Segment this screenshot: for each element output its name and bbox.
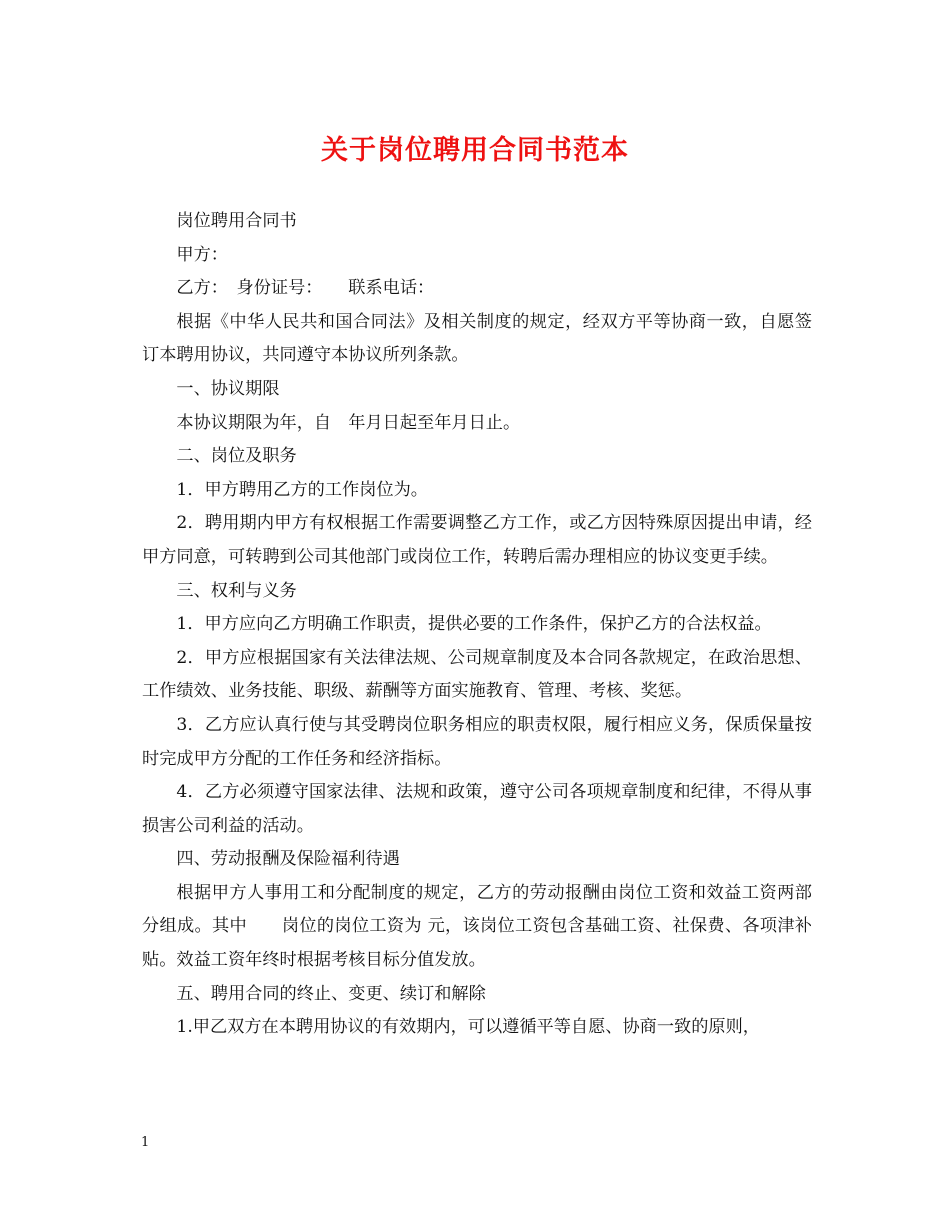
paragraph: 1．甲方聘用乙方的工作岗位为。 — [176, 479, 428, 500]
paragraph: 2．甲方应根据国家有关法律法规、公司规章制度及本合同各款规定，在政治思想、工作绩效、业务技能、职级、薪酬等方面实施教育、管理、考核、奖惩。 — [142, 647, 812, 702]
page-number: 1 — [141, 1135, 150, 1150]
paragraph-party-b: 乙方： 身份证号： 联系电话： — [176, 278, 435, 299]
paragraph: 根据甲方人事用工和分配制度的规定，乙方的劳动报酬由岗位工资和效益工资两部分组成。其中 岗位的岗位工资为 元，该岗位工资包含基础工资、社保费、各项津补贴。效益工资年终时根据考核目标分值发放。 — [142, 882, 812, 971]
paragraph-preamble: 根据《中华人民共和国合同法》及相关制度的规定，经双方平等协商一致，自愿签订本聘用协议，共同遵守本协议所列条款。 — [142, 311, 812, 366]
page-title: 关于岗位聘用合同书范本 — [321, 135, 629, 166]
paragraph-heading: 岗位聘用合同书 — [176, 211, 297, 231]
paragraph: 2．聘用期内甲方有权根据工作需要调整乙方工作，或乙方因特殊原因提出申请，经甲方同意，可转聘到公司其他部门或岗位工作，转聘后需办理相应的协议变更手续。 — [142, 513, 812, 567]
section-heading-5: 五、聘用合同的终止、变更、续订和解除 — [176, 983, 486, 1004]
document-body — [142, 205, 812, 1045]
section-heading-3: 三、权利与义务 — [176, 580, 297, 601]
section-heading-2: 二、岗位及职务 — [176, 446, 297, 467]
paragraph-party-a: 甲方： — [176, 244, 228, 265]
paragraph: 4．乙方必须遵守国家法律、法规和政策，遵守公司各项规章制度和纪律，不得从事损害公司利益的活动。 — [142, 782, 812, 836]
paragraph: 1．甲方应向乙方明确工作职责，提供必要的工作条件，保护乙方的合法权益。 — [176, 614, 772, 635]
section-heading-1: 一、协议期限 — [176, 378, 280, 399]
paragraph: 1.甲乙双方在本聘用协议的有效期内，可以遵循平等自愿、协商一致的原则， — [176, 1017, 760, 1038]
section-heading-4: 四、劳动报酬及保险福利待遇 — [176, 849, 400, 870]
paragraph: 本协议期限为年，自 年月日起至年月日止。 — [176, 412, 521, 433]
paragraph: 3．乙方应认真行使与其受聘岗位职务相应的职责权限，履行相应义务，保质保量按时完成甲方分配的工作任务和经济指标。 — [142, 714, 812, 769]
